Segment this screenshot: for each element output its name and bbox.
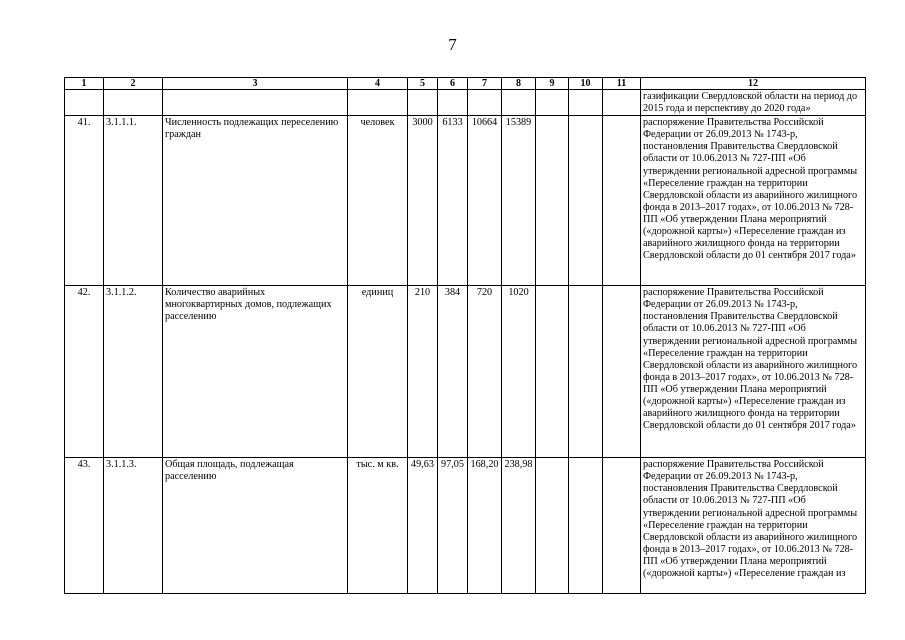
row-number: 43. xyxy=(65,458,104,594)
value-col10 xyxy=(569,286,603,458)
row-number: 42. xyxy=(65,286,104,458)
row-code: 3.1.1.3. xyxy=(104,458,163,594)
value-col5: 3000 xyxy=(408,116,438,286)
header-cell-3: 3 xyxy=(163,78,348,90)
header-cell-1: 1 xyxy=(65,78,104,90)
continuation-source-cell: газификации Свердловской области на период до 2015 года и перспективу до 2020 года» xyxy=(641,90,866,116)
indicators-table xyxy=(64,77,866,594)
unit-cell: тыс. м кв. xyxy=(348,458,408,594)
source-document: распоряжение Правительства Российской Федерации от 26.09.2013 № 1743-р, постановления Правительства Свердловской области от 10.06.2013 № 727-ПП «Об утверждении региональной адресной программы «Переселение граждан на территории Свердловской области из аварийного жилищного фонда в 2013–2017 годах», от 10.06.2013 № 728-ПП «Об утверждении Плана мероприятий («дорожной карты») «Переселение граждан из xyxy=(641,458,866,594)
header-cell-8: 8 xyxy=(502,78,536,90)
value-col6: 6133 xyxy=(438,116,468,286)
header-row xyxy=(65,78,866,90)
table-row xyxy=(65,458,866,594)
value-col11 xyxy=(603,116,641,286)
header-cell-7: 7 xyxy=(468,78,502,90)
value-col8: 1020 xyxy=(502,286,536,458)
unit-cell: человек xyxy=(348,116,408,286)
header-cell-5: 5 xyxy=(408,78,438,90)
table-row-continuation xyxy=(65,90,866,116)
value-col9 xyxy=(536,286,569,458)
value-col5: 210 xyxy=(408,286,438,458)
header-cell-9: 9 xyxy=(536,78,569,90)
value-col7: 720 xyxy=(468,286,502,458)
value-col7: 168,20 xyxy=(468,458,502,594)
unit-cell: единиц xyxy=(348,286,408,458)
page-number: 7 xyxy=(448,35,457,54)
value-col9 xyxy=(536,116,569,286)
value-col10 xyxy=(569,458,603,594)
value-col8: 238,98 xyxy=(502,458,536,594)
row-code: 3.1.1.1. xyxy=(104,116,163,286)
row-code: 3.1.1.2. xyxy=(104,286,163,458)
indicator-name: Количество аварийных многоквартирных домов, подлежащих расселению xyxy=(163,286,348,458)
header-cell-12: 12 xyxy=(641,78,866,90)
value-col10 xyxy=(569,116,603,286)
row-number: 41. xyxy=(65,116,104,286)
header-cell-11: 11 xyxy=(603,78,641,90)
table-row xyxy=(65,116,866,286)
indicator-name: Общая площадь, подлежащая расселению xyxy=(163,458,348,594)
header-cell-4: 4 xyxy=(348,78,408,90)
header-cell-10: 10 xyxy=(569,78,603,90)
source-document: распоряжение Правительства Российской Федерации от 26.09.2013 № 1743-р, постановления Правительства Свердловской области от 10.06.2013 № 727-ПП «Об утверждении региональной адресной программы «Переселение граждан на территории Свердловской области из аварийного жилищного фонда в 2013–2017 годах», от 10.06.2013 № 728-ПП «Об утверждении Плана мероприятий («дорожной карты») «Переселение граждан из аварийного жилищного фонда на территории Свердловской области до 01 сентября 2017 года» xyxy=(641,286,866,458)
value-col6: 384 xyxy=(438,286,468,458)
indicator-name: Численность подлежащих переселению граждан xyxy=(163,116,348,286)
value-col5: 49,63 xyxy=(408,458,438,594)
value-col9 xyxy=(536,458,569,594)
header-cell-6: 6 xyxy=(438,78,468,90)
value-col8: 15389 xyxy=(502,116,536,286)
value-col7: 10664 xyxy=(468,116,502,286)
source-document: распоряжение Правительства Российской Федерации от 26.09.2013 № 1743-р, постановления Правительства Свердловской области от 10.06.2013 № 727-ПП «Об утверждении региональной адресной программы «Переселение граждан на территории Свердловской области из аварийного жилищного фонда в 2013–2017 годах», от 10.06.2013 № 728-ПП «Об утверждении Плана мероприятий («дорожной карты») «Переселение граждан из аварийного жилищного фонда на территории Свердловской области до 01 сентября 2017 года» xyxy=(641,116,866,286)
table-row xyxy=(65,286,866,458)
header-cell-2: 2 xyxy=(104,78,163,90)
value-col11 xyxy=(603,286,641,458)
value-col6: 97,05 xyxy=(438,458,468,594)
value-col11 xyxy=(603,458,641,594)
